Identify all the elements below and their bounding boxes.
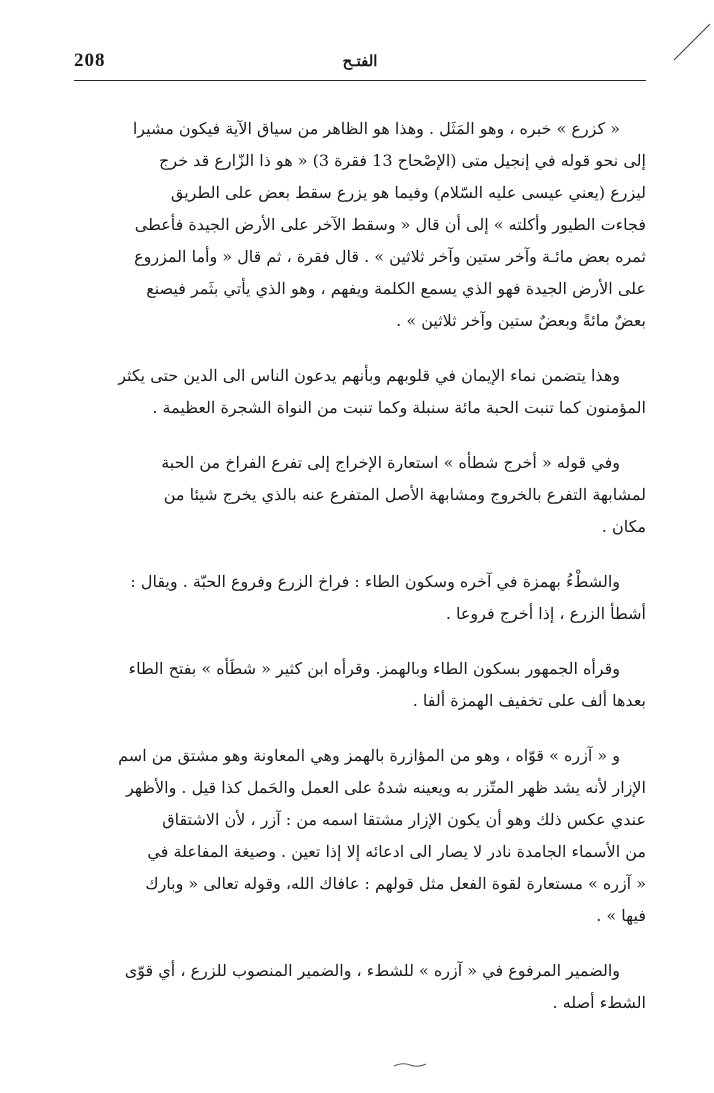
text-line: وقرأه الجمهور بسكون الطاء وبالهمز. وقرأه ابن كثير « شطَأه » بفتح الطاء [128,659,620,678]
paragraph [74,447,646,543]
paragraph [74,566,646,630]
paragraph [74,740,646,932]
text-line: وفي قوله « أخرج شطأه » استعارة الإخراج إلى تفرع الفراخ من الحبة [161,453,620,472]
text-line: والشطْءُ بهمزة في آخره وسكون الطاء : فراخ الزرع وفروع الحبّة . ويقال : [130,572,620,591]
text-line: الشطء أصله . [552,993,646,1012]
text-line: والضمير المرفوع في « آزره » للشطء ، والضمير المنصوب للزرع ، أي قوّى [124,961,620,980]
text-line: مكان . [601,517,646,536]
paragraph [74,955,646,1019]
text-line: الإزار لأنه يشد ظهر المتّزر به ويعينه شدهُ على العمل والحَمل كذا قيل . والأظهر [126,778,646,797]
text-line: لمشابهة التفرع بالخروج ومشابهة الأصل المتفرع عنه بالذي يخرج شيئا من [163,485,646,504]
text-line: عندي عكس ذلك وهو أن يكون الإزار مشتقا اسمه من : آزر ، لأن الاشتقاق [162,810,646,829]
text-line: على الأرض الجيدة فهو الذي يسمع الكلمة ويفهم ، وهو الذي يأتي بثَمر فيصنع [146,279,646,298]
paragraph [74,360,646,424]
body-text [74,113,646,1019]
text-line: و « آزره » قوّاه ، وهو من المؤازرة بالهمز وهي المعاونة وهو مشتق من اسم [118,746,620,765]
header-rule [74,80,646,81]
page-number: 208 [74,50,106,71]
paragraph [74,113,646,337]
text-line: بعدها ألف على تخفيف الهمزة ألفا . [412,691,646,710]
text-line: « كزرع » خبره ، وهو المَثَل . وهذا هو الظاهر من سياق الآية فيكون مشيرا [132,119,620,138]
text-line: فجاءت الطيور وأكلته » إلى أن قال « وسقط الآخر على الأرض الجيدة فأعطى [134,215,646,234]
text-line: فيها » . [596,906,646,925]
corner-pen-stroke [668,22,712,66]
footer-ornament [393,1060,427,1070]
page-header [74,50,646,80]
text-line: المؤمنون كما تنبت الحبة مائة سنبلة وكما تنبت من النواة الشجرة العظيمة . [152,398,646,417]
text-line: إلى نحو قوله في إنجيل متى (الإصْحاح 13 فقرة 3) « هو ذا الزّارع قد خرج [159,151,646,170]
text-line: ثمره بعض مائـة وآخر ستين وآخر ثلاثين » . قال فقرة ، ثم قال « وأما المزروع [134,247,646,266]
text-line: أشطأ الزرع ، إذا أخرج فروعا . [445,604,646,623]
text-line: « آزره » مستعارة لقوة الفعل مثل قولهم : عافاك الله، وقوله تعالى « وبارك [145,874,646,893]
text-line: ليزرع (يعني عيسى عليه السّلام) وفيما هو يزرع سقط بعض على الطريق [170,183,646,202]
text-line: بعضٌ مائةً وبعضٌ ستين وآخر ثلاثين » . [396,311,646,330]
paragraph [74,653,646,717]
running-title: الفتـح [342,52,378,70]
text-line: من الأسماء الجامدة نادر لا يصار الى ادعائه إلا إذا تعين . وصيغة المفاعلة في [147,842,646,861]
text-line: وهذا يتضمن نماء الإيمان في قلوبهم وبأنهم يدعون الناس الى الدين حتى يكثر [118,366,620,385]
